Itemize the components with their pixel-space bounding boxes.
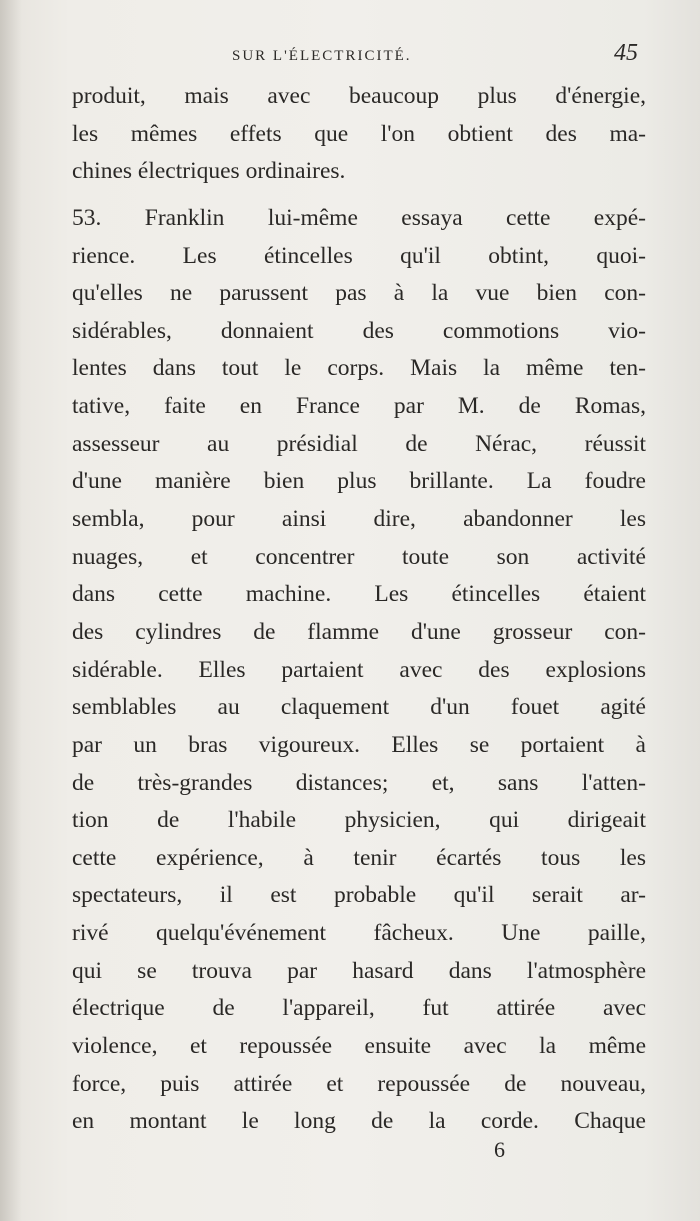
text-line: sidérable. Elles partaient avec des explosions [72, 656, 646, 683]
text-line: semblables au claquement d'un fouet agité [72, 694, 646, 721]
text-line: cette expérience, à tenir écartés tous les [72, 844, 646, 871]
text-line: tative, faite en France par M. de Romas, [72, 393, 646, 420]
text-line: des cylindres de flamme d'une grosseur con- [72, 618, 646, 645]
text-line: rience. Les étincelles qu'il obtint, quoi- [72, 242, 646, 269]
text-line: dans cette machine. Les étincelles étaient [72, 581, 646, 608]
text-line: produit, mais avec beaucoup plus d'énergie, [72, 83, 646, 109]
text-line: rivé quelqu'événement fâcheux. Une paille, [72, 920, 646, 947]
text-line: électrique de l'appareil, fut attirée avec [72, 995, 646, 1022]
paragraph-53 [72, 200, 646, 1141]
paragraph-gap [72, 191, 646, 200]
text-line: d'une manière bien plus brillante. La foudre [72, 468, 646, 495]
page-header [0, 40, 700, 76]
gutter-shadow [0, 0, 22, 1221]
text-line: qui se trouva par hasard dans l'atmosphère [72, 957, 646, 984]
text-line: par un bras vigoureux. Elles se portaient à [72, 731, 646, 758]
body-text [72, 78, 646, 1141]
text-line: violence, et repoussée ensuite avec la même [72, 1033, 646, 1060]
text-line: nuages, et concentrer toute son activité [72, 543, 646, 570]
text-line: de très-grandes distances; et, sans l'atten- [72, 769, 646, 796]
text-line: lentes dans tout le corps. Mais la même ten- [72, 355, 646, 382]
text-line: 53. Franklin lui-même essaya cette expé- [72, 204, 646, 231]
text-line: spectateurs, il est probable qu'il serait ar- [72, 882, 646, 909]
text-line: en montant le long de la corde. Chaque [72, 1108, 646, 1135]
running-head: SUR L'ÉLECTRICITÉ. [232, 48, 412, 64]
signature-mark: 6 [494, 1137, 505, 1162]
paragraph-continuation [72, 78, 646, 191]
text-line: chines électriques ordinaires. [72, 158, 346, 185]
page-number: 45 [614, 40, 638, 66]
text-line: tion de l'habile physicien, qui dirigeait [72, 807, 646, 834]
text-line: assesseur au présidial de Nérac, réussit [72, 430, 646, 457]
text-line: qu'elles ne parussent pas à la vue bien con- [72, 280, 646, 307]
text-line: sidérables, donnaient des commotions vio- [72, 317, 646, 344]
text-line: les mêmes effets que l'on obtient des ma- [72, 120, 646, 147]
text-line: sembla, pour ainsi dire, abandonner les [72, 506, 646, 533]
text-line: force, puis attirée et repoussée de nouveau, [72, 1070, 646, 1097]
